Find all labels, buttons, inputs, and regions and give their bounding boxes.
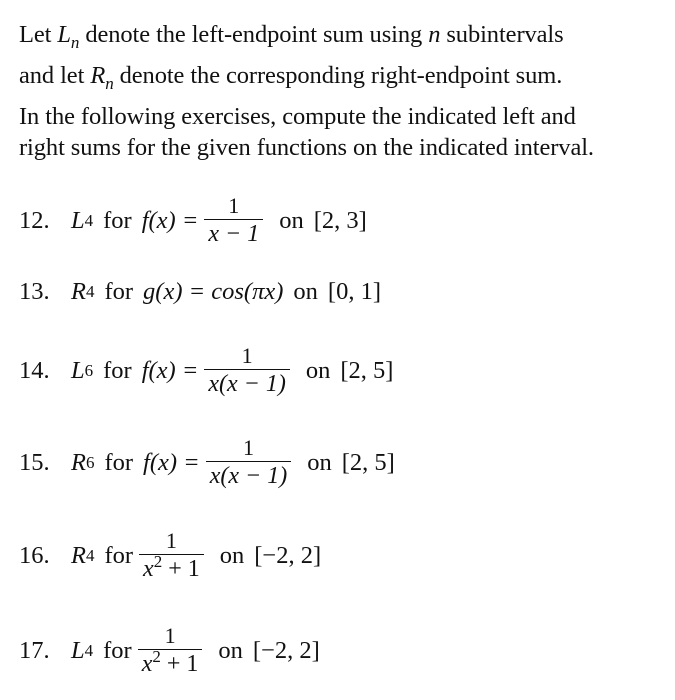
intro-text: subintervals <box>440 21 564 48</box>
function-expression: g(x) = cos(πx) <box>143 278 284 305</box>
exercise-number: 16. <box>19 541 50 569</box>
fraction-numerator: 1 <box>241 343 253 368</box>
fraction-numerator: 1 <box>164 623 176 648</box>
on-word: on <box>279 206 304 234</box>
for-word: for <box>103 206 132 234</box>
fraction-denominator: x(x − 1) <box>204 369 289 396</box>
fraction-numerator: 1 <box>242 435 254 460</box>
intro-line-2 <box>19 55 659 96</box>
fraction <box>206 437 291 488</box>
intro-paragraph <box>19 14 659 168</box>
function-lhs: f(x) = <box>141 356 199 384</box>
denominator-base: x <box>141 651 153 677</box>
math-sub: n <box>105 74 114 93</box>
for-word: for <box>103 356 132 384</box>
exercise-number: 14. <box>19 356 50 384</box>
for-word: for <box>104 448 134 476</box>
on-word: on <box>219 541 245 569</box>
interval: [2, 5] <box>340 356 394 384</box>
interval: [0, 1] <box>327 278 381 305</box>
exercise-number: 13. <box>19 278 50 305</box>
intro-line-1 <box>19 14 659 55</box>
intro-text: and let <box>19 62 91 89</box>
fraction <box>204 195 263 246</box>
fraction-numerator: 1 <box>165 528 177 553</box>
interval: [−2, 2] <box>252 636 320 664</box>
fraction-denominator <box>139 554 204 581</box>
exercise-number: 17. <box>19 636 50 664</box>
for-word: for <box>103 636 132 664</box>
on-word: on <box>307 448 332 476</box>
for-word: for <box>104 278 134 305</box>
intro-text: denote the corresponding right-endpoint sum. <box>113 62 563 89</box>
sum-letter: L <box>71 636 85 664</box>
intro-text: denote the left-endpoint sum using <box>79 21 429 48</box>
intro-text: Let <box>19 21 58 48</box>
on-word: on <box>218 636 243 664</box>
exercise-13: 13. R 4 for g(x) = cos(πx) on [0, 1] <box>19 278 381 305</box>
interval: [2, 3] <box>313 206 367 234</box>
denominator-base: x <box>143 556 154 582</box>
exercise-16: 16. R 4 for $\frac{1}{x^2 + 1}$ on [−2, 2] <box>19 528 322 582</box>
math-sub: n <box>70 33 80 52</box>
intro-line-3: In the following exercises, compute the indicated left and <box>19 103 576 130</box>
sum-letter: L <box>71 206 85 234</box>
sum-letter: R <box>71 541 86 569</box>
function-lhs: f(x) = <box>143 448 200 476</box>
intro-line-4: right sums for the given functions on the indicated interval. <box>19 134 594 161</box>
fraction-denominator: x(x − 1) <box>206 461 291 488</box>
interval: [2, 5] <box>341 448 395 476</box>
math-var: n <box>428 21 441 48</box>
on-word: on <box>293 278 318 305</box>
exercise-17: 17. L 4 for $\frac{1}{x^2 + 1}$ on [−2, 2] <box>19 623 320 677</box>
denominator-rest: + 1 <box>160 651 199 677</box>
exercise-14: 14. L 6 for f(x) = $\frac{1}{x(x - 1)}$ on [2, 5] <box>19 343 394 397</box>
interval: [−2, 2] <box>254 541 322 569</box>
fraction-denominator: x − 1 <box>204 219 263 246</box>
denominator-exponent: 2 <box>153 552 163 571</box>
math-var: R <box>90 62 106 89</box>
for-word: for <box>104 541 134 569</box>
fraction <box>139 530 204 581</box>
fraction <box>204 345 289 396</box>
exercise-12: 12. L 4 for f(x) = $\frac{1}{x - 1}$ on [2, 3] <box>19 193 367 247</box>
denominator-exponent: 2 <box>152 647 161 666</box>
exercise-number: 15. <box>19 448 50 476</box>
fraction <box>138 625 203 676</box>
sum-letter: R <box>71 278 86 305</box>
function-lhs: f(x) = <box>141 206 199 234</box>
exercise-15: 15. R 6 for f(x) = $\frac{1}{x(x - 1)}$ on [2, 5] <box>19 435 395 489</box>
math-var: L <box>57 21 71 48</box>
fraction-numerator: 1 <box>228 193 240 218</box>
sum-letter: R <box>71 448 86 476</box>
fraction-denominator <box>138 649 203 676</box>
denominator-rest: + 1 <box>162 556 200 582</box>
exercise-number: 12. <box>19 206 50 234</box>
sum-letter: L <box>71 356 85 384</box>
on-word: on <box>305 356 331 384</box>
